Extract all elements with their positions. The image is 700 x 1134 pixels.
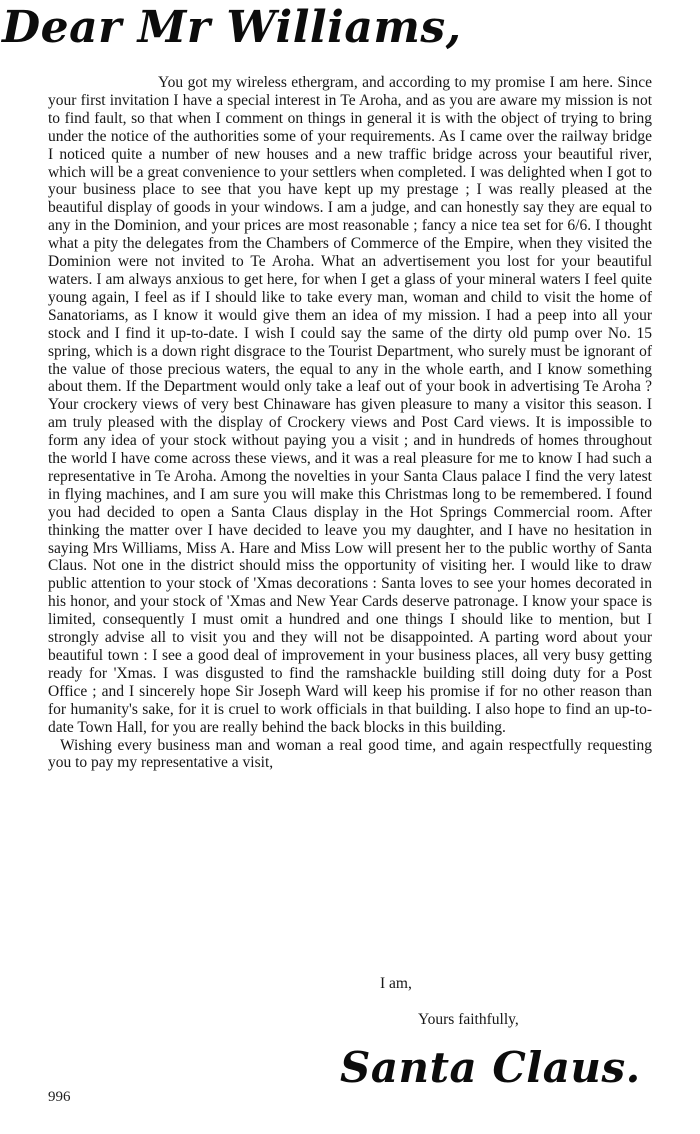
body-paragraph-2: Wishing every business man and woman a real good time, and again respectfully requesting you to pay my representative a visit, xyxy=(48,736,652,772)
valediction: Yours faithfully, xyxy=(418,1011,519,1028)
closing-line: I am, xyxy=(380,975,412,992)
page-number: 996 xyxy=(48,1089,71,1105)
body-paragraph-1: You got my wireless ethergram, and according to my promise I am here. Since your first invitation I have a special interest in Te Aroha, and as you are aware my mission is not to find fault, so that when I comment on things in general it is with the object of trying to bring under the notice of the authorities some of your requirements. As I came over the railway bridge I noticed quite a number of new houses and a new traffic bridge across your beautiful river, which will be a great convenience to your settlers when completed. I was delighted when I got to your business place to see that you have kept up my prestage ; I was really pleased at the beautiful display of goods in your windows. I am a judge, and can honestly say they are equal to any in the Dominion, and your prices are most reasonable ; fancy a nice tea set for 6/6. I thought what a pity the delegates from the Chambers of Commerce of the Empire, when they visited the Dominion were not invited to Te Aroha. What an advertisement you lost for your beautiful waters. I am always anxious to get here, for when I get a glass of your mineral waters I feel quite young again, I feel as if I should like to take every man, woman and child to visit the home of Sanatoriams, as I know it would give them an idea of my mission. I had a peep into all your stock and I find it up-to-date. I wish I could say the same of the dirty old pump over No. 15 spring, which is a down right disgrace to the Tourist Department, who surely must be ignorant of the value of those precious waters, the equal to any in the whole earth, and I know something about them. If the Department would only take a leaf out of your book in advertising Te Aroha ? Your crockery views of very best Chinaware has given pleasure to many a visitor this season. I am truly pleased with the display of Crockery views and Post Card views. It is impossible to form any idea of your stock without paying you a visit ; and in hundreds of homes throughout the world I have come across these views, and it was a real pleasure for me to know I had such a representative in Te Aroha. Among the novelties in your Santa Claus palace I find the very latest in flying machines, and I am sure you will make this Christmas long to be remembered. I found you had decided to open a Santa Claus display in the Hot Springs Commercial room. After thinking the matter over I have decided to leave you my daughter, and I have no hesitation in saying Mrs Williams, Miss A. Hare and Miss Low will present her to the public worthy of Santa Claus. Not one in the district should miss the opportunity of visiting her. I would like to draw public attention to your stock of 'Xmas decorations : Santa loves to see your homes decorated in his honor, and your stock of 'Xmas and New Year Cards deserve patronage. I know your space is limited, consequently I must omit a hundred and one things I should like to mention, but I strongly advise all to visit you and they will not be disappointed. A parting word about your beautiful town : I see a good deal of improvement in your business places, all very busy getting ready for 'Xmas. I was disgusted to find the ramshackle building still doing duty for a Post Office ; and I sincerely hope Sir Joseph Ward will keep his promise if for no other reason than for humanity's sake, for it is cruel to work officials in that building. I also hope to find an up-to-date Town Hall, for you are really behind the back blocks in this building. xyxy=(48,74,652,736)
letter-body xyxy=(48,74,652,772)
salutation-heading: Dear Mr Williams, xyxy=(2,2,462,53)
signature: Santa Claus. xyxy=(340,1043,641,1092)
